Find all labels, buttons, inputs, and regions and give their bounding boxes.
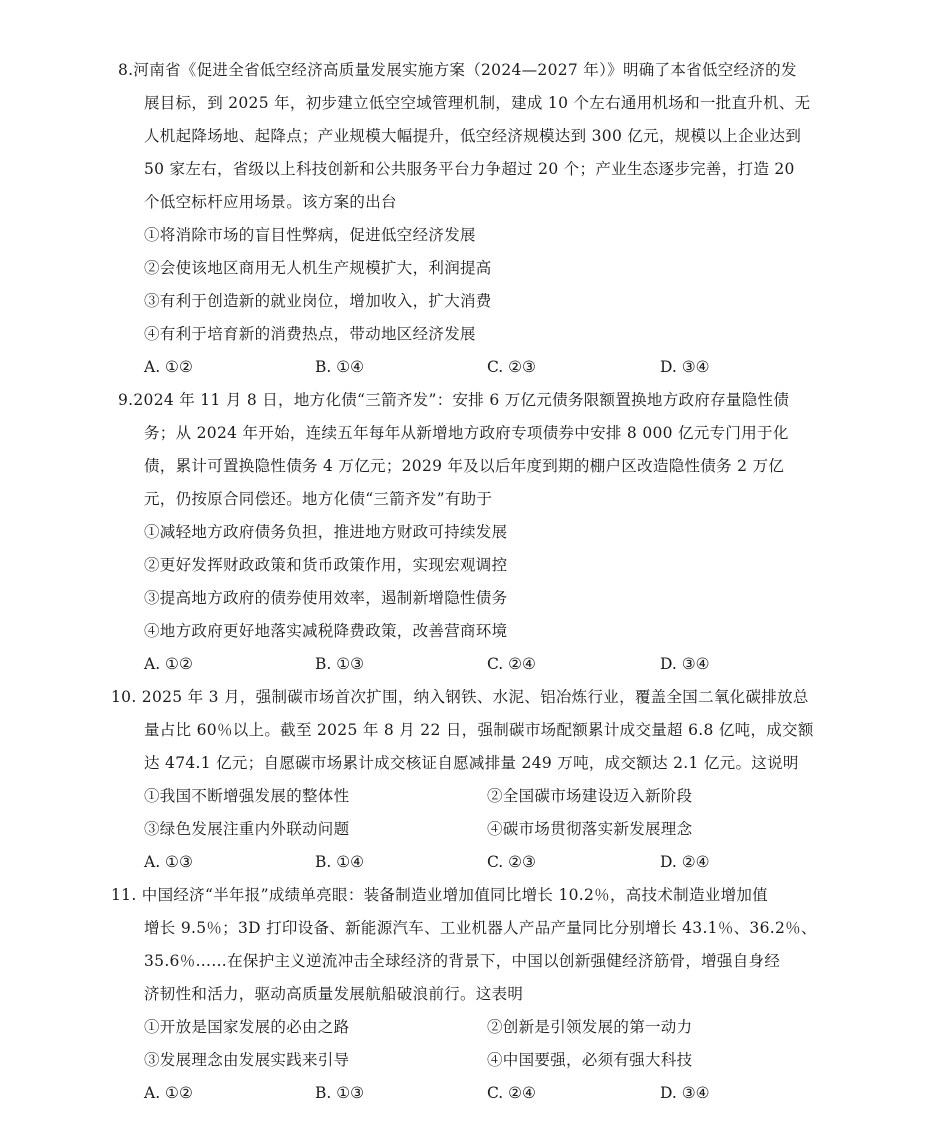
question-11-statement-3: ③发展理念由发展实践来引导 [144,1051,350,1069]
question-11-stem-line: 济韧性和活力，驱动高质量发展航船破浪前行。这表明 [144,985,524,1003]
question-8-stem-line: 8.河南省《促进全省低空经济高质量发展实施方案（2024—2027 年）》明确了本省低空经济的发 [118,61,797,79]
question-10-option-d[interactable]: D. ②④ [660,853,710,871]
question-11-option-c[interactable]: C. ②④ [487,1084,536,1102]
question-8-option-d[interactable]: D. ③④ [660,358,710,376]
question-11-stem-line: 11. 中国经济“半年报”成绩单亮眼：装备制造业增加值同比增长 10.2％，高技术制造业增加值 [111,886,768,904]
question-9-statement-2: ②更好发挥财政政策和货币政策作用，实现宏观调控 [144,556,508,574]
question-9-statement-3: ③提高地方政府的债券使用效率，遏制新增隐性债务 [144,589,508,607]
question-11-option-a[interactable]: A. ①② [144,1084,193,1102]
question-8-stem-line: 50 家左右，省级以上科技创新和公共服务平台力争超过 20 个；产业生态逐步完善，打造 20 [144,160,795,178]
question-8-option-a[interactable]: A. ①② [144,358,193,376]
question-9-option-c[interactable]: C. ②④ [487,655,536,673]
question-10-statement-3: ③绿色发展注重内外联动问题 [144,820,350,838]
question-10-statement-2: ②全国碳市场建设迈入新阶段 [487,787,693,805]
question-9-statement-1: ①减轻地方政府债务负担，推进地方财政可持续发展 [144,523,508,541]
question-9-stem-line: 债，累计可置换隐性债务 4 万亿元；2029 年及以后年度到期的棚户区改造隐性债务 2 万亿 [144,457,785,475]
question-11-stem-line: 35.6％……在保护主义逆流冲击全球经济的背景下，中国以创新强健经济筋骨，增强自身经 [144,952,781,970]
question-11-statement-1: ①开放是国家发展的必由之路 [144,1018,350,1036]
question-11-option-b[interactable]: B. ①③ [315,1084,365,1102]
question-8-option-b[interactable]: B. ①④ [315,358,365,376]
question-10-option-b[interactable]: B. ①④ [315,853,365,871]
question-8-statement-3: ③有利于创造新的就业岗位，增加收入，扩大消费 [144,292,492,310]
question-11-statement-2: ②创新是引领发展的第一动力 [487,1018,693,1036]
question-9-statement-4: ④地方政府更好地落实减税降费政策，改善营商环境 [144,622,508,640]
question-10-option-a[interactable]: A. ①③ [144,853,193,871]
question-11-statement-4: ④中国要强，必须有强大科技 [487,1051,693,1069]
question-8-statement-1: ①将消除市场的盲目性弊病，促进低空经济发展 [144,226,476,244]
question-10-stem-line: 量占比 60％以上。截至 2025 年 8 月 22 日，强制碳市场配额累计成交量超 6.8 亿吨，成交额 [144,721,814,739]
question-10-statement-4: ④碳市场贯彻落实新发展理念 [487,820,693,838]
question-8-option-c[interactable]: C. ②③ [487,358,536,376]
question-11-stem-line: 增长 9.5％；3D 打印设备、新能源汽车、工业机器人产品产量同比分别增长 43.1％、36.2％、 [144,919,817,937]
question-8-statement-2: ②会使该地区商用无人机生产规模扩大，利润提高 [144,259,492,277]
question-8-stem-line: 人机起降场地、起降点；产业规模大幅提升，低空经济规模达到 300 亿元，规模以上企业达到 [144,127,802,145]
question-10-stem-line: 达 474.1 亿元；自愿碳市场累计成交核证自愿减排量 249 万吨，成交额达 2.1 亿元。这说明 [144,754,799,772]
question-11-option-d[interactable]: D. ③④ [660,1084,710,1102]
question-9-stem-line: 务；从 2024 年开始，连续五年每年从新增地方政府专项债券中安排 8 000 亿元专门用于化 [144,424,789,442]
question-8-statement-4: ④有利于培育新的消费热点，带动地区经济发展 [144,325,476,343]
question-9-option-d[interactable]: D. ③④ [660,655,710,673]
question-8-stem-line: 展目标，到 2025 年，初步建立低空空域管理机制，建成 10 个左右通用机场和一批直升机、无 [144,94,811,112]
question-10-stem-line: 10. 2025 年 3 月，强制碳市场首次扩围，纳入钢铁、水泥、铝冶炼行业，覆盖全国二氧化碳排放总 [111,688,809,706]
question-9-stem-line: 元，仍按原合同偿还。地方化债“三箭齐发”有助于 [144,490,493,508]
question-8-stem-line: 个低空标杆应用场景。该方案的出台 [144,193,397,211]
question-9-option-a[interactable]: A. ①② [144,655,193,673]
question-10-statement-1: ①我国不断增强发展的整体性 [144,787,350,805]
question-10-option-c[interactable]: C. ②③ [487,853,536,871]
question-9-stem-line: 9.2024 年 11 月 8 日，地方化债“三箭齐发”：安排 6 万亿元债务限额置换地方政府存量隐性债 [118,391,790,409]
question-9-option-b[interactable]: B. ①③ [315,655,365,673]
